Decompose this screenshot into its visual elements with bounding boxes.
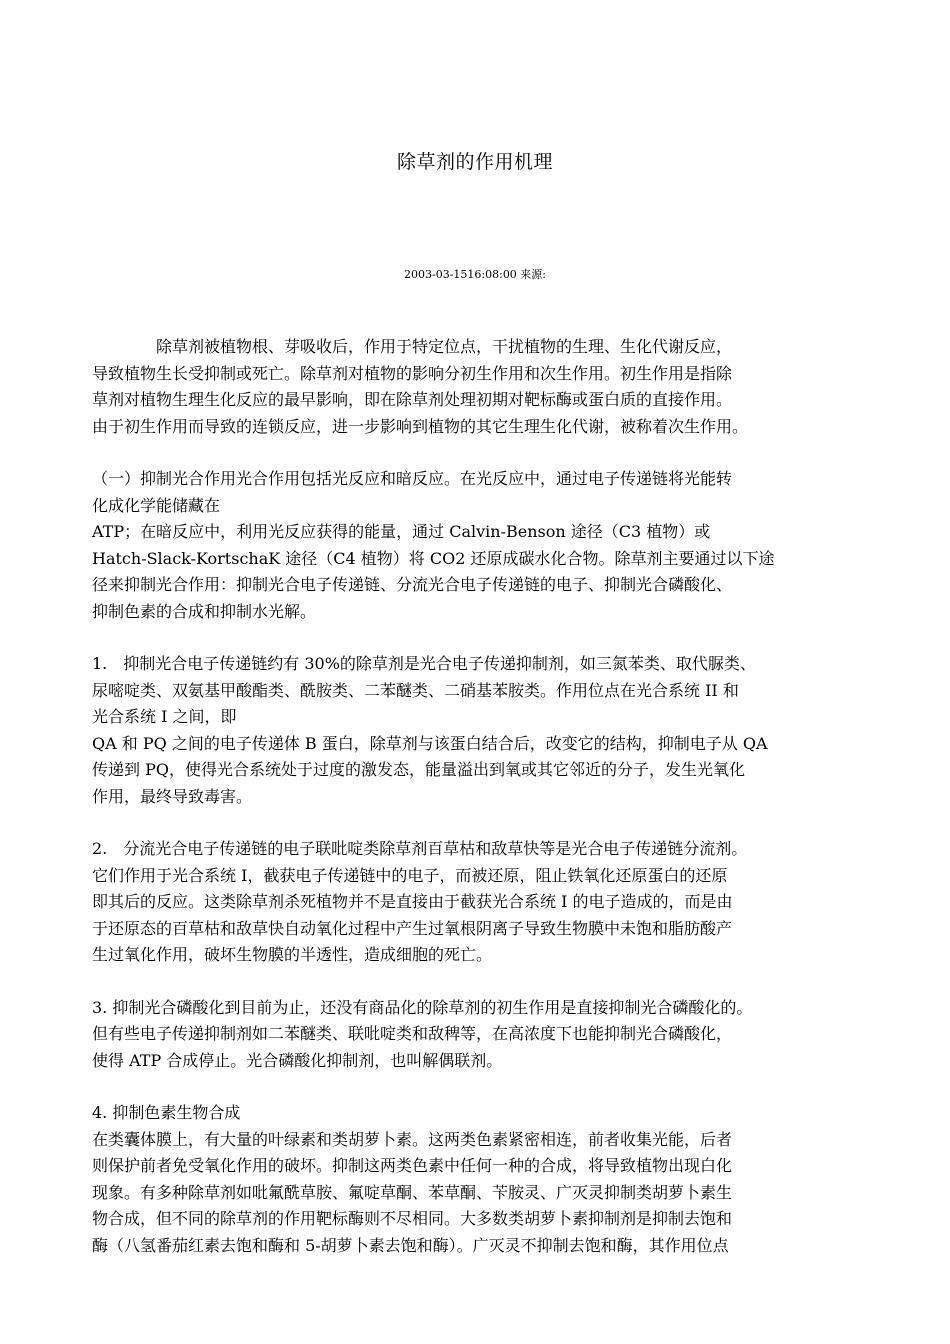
text-line: 它们作用于光合系统 I，截获电子传递链中的电子，而被还原，阻止铁氧化还原蛋白的还原	[92, 865, 728, 885]
text-line: 1. 抑制光合电子传递链约有 30%的除草剂是光合电子传递抑制剂，如三氮苯类、取代脲类、	[92, 654, 756, 673]
paragraph-gap	[92, 625, 882, 651]
paragraph-gap	[92, 810, 882, 836]
text-line: 作用，最终导致毒害。	[92, 786, 253, 806]
text-line: 于还原态的百草枯和敌草快自动氧化过程中产生过氧根阴离子导致生物膜中未饱和脂肪酸产	[92, 918, 733, 938]
text-line: 使得 ATP 合成停止。光合磷酸化抑制剂，也叫解偶联剂。	[92, 1050, 503, 1070]
text-line: 在类囊体膜上，有大量的叶绿素和类胡萝卜素。这两类色素紧密相连，前者收集光能，后者	[92, 1129, 733, 1149]
text-line: 物合成，但不同的除草剂的作用靶标酶则不尽相同。大多数类胡萝卜素抑制剂是抑制去饱和	[92, 1209, 733, 1228]
paragraph	[92, 651, 882, 810]
text-line: 尿嘧啶类、双氨基甲酸酯类、酰胺类、二苯醚类、二硝基苯胺类。作用位点在光合系统 II 和	[92, 680, 739, 700]
text-line: 导致植物生长受抑制或死亡。除草剂对植物的影响分初生作用和次生作用。初生作用是指除	[92, 363, 733, 383]
text-line: Hatch-Slack-KortschaK 途径（C4 植物）将 CO2 还原成碳水化合物。除草剂主要通过以下途	[92, 548, 775, 568]
document-meta: 2003-03-1516:08:00 来源:	[403, 268, 547, 281]
text-line: 由于初生作用而导致的连锁反应，进一步影响到植物的其它生理生化代谢，被称着次生作用。	[92, 416, 749, 436]
text-line: 化成化学能储藏在	[92, 495, 221, 515]
text-line: 传递到 PQ，使得光合系统处于过度的激发态，能量溢出到氧或其它邻近的分子，发生光氧化	[92, 760, 745, 779]
paragraph	[92, 995, 882, 1075]
paragraph	[92, 1100, 882, 1259]
document-title: 除草剂的作用机理	[396, 151, 553, 173]
text-line: 即其后的反应。这类除草剂杀死植物并不是直接由于截获光合系统 I 的电子造成的，而是由	[92, 892, 733, 911]
text-line: 草剂对植物生理生化反应的最早影响，即在除草剂处理初期对靶标酶或蛋白质的直接作用。	[92, 390, 733, 409]
text-line: 酶（八氢番茄红素去饱和酶和 5-胡萝卜素去饱和酶）。广灭灵不抑制去饱和酶，其作用位点	[92, 1235, 729, 1255]
paragraph-gap	[92, 1074, 882, 1100]
text-line: QA 和 PQ 之间的电子传递体 B 蛋白，除草剂与该蛋白结合后，改变它的结构，抑制电子从 QA	[92, 733, 768, 753]
text-line: 则保护前者免受氧化作用的破坏。抑制这两类色素中任何一种的合成，将导致植物出现白化	[92, 1156, 733, 1175]
text-line: 抑制色素的合成和抑制水光解。	[92, 601, 317, 621]
text-line: 现象。有多种除草剂如吡氟酰草胺、氟啶草酮、苯草酮、苄胺灵、广灭灵抑制类胡萝卜素生	[92, 1182, 733, 1202]
text-line: ATP；在暗反应中，利用光反应获得的能量，通过 Calvin-Benson 途径（C3 植物）或	[92, 522, 711, 541]
text-line: 3. 抑制光合磷酸化到目前为止，还没有商品化的除草剂的初生作用是直接抑制光合磷酸化的。	[92, 997, 753, 1017]
paragraph	[92, 466, 882, 625]
text-line: 除草剂被植物根、芽吸收后，作用于特定位点，干扰植物的生理、生化代谢反应，	[92, 337, 733, 356]
text-line: 径来抑制光合作用：抑制光合电子传递链、分流光合电子传递链的电子、抑制光合磷酸化、	[92, 575, 733, 594]
text-line: 4. 抑制色素生物合成	[92, 1103, 241, 1122]
paragraph	[92, 334, 882, 440]
text-line: 但有些电子传递抑制剂如二苯醚类、联吡啶类和敌稗等，在高浓度下也能抑制光合磷酸化，	[92, 1024, 733, 1043]
text-line: 光合系统 I 之间，即	[92, 707, 237, 726]
paragraph-gap	[92, 969, 882, 995]
document-body	[92, 334, 882, 1259]
text-line: （一）抑制光合作用光合作用包括光反应和暗反应。在光反应中，通过电子传递链将光能转	[92, 469, 733, 488]
text-line: 2. 分流光合电子传递链的电子联吡啶类除草剂百草枯和敌草快等是光合电子传递链分流剂。	[92, 839, 748, 858]
text-line: 生过氧化作用，破坏生物膜的半透性，造成细胞的死亡。	[92, 945, 493, 964]
paragraph-gap	[92, 440, 882, 466]
paragraph	[92, 836, 882, 969]
